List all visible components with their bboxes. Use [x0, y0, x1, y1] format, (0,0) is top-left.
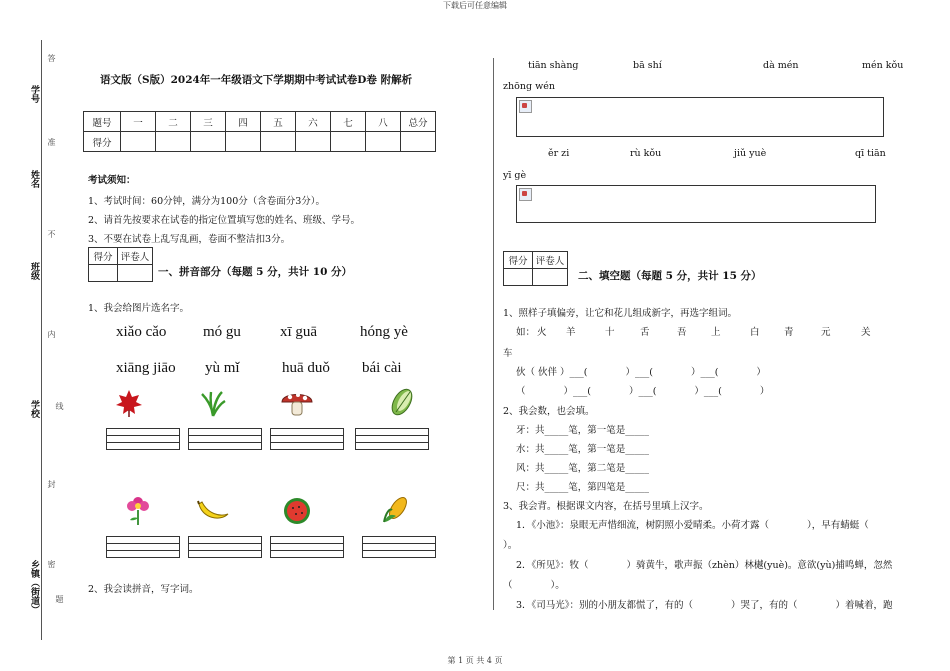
header-note: 下载后可任意编辑	[443, 1, 507, 10]
column-divider	[493, 58, 494, 610]
question-1: 1、我会给图片选名字。	[88, 303, 190, 314]
score-cell[interactable]	[331, 132, 366, 152]
score-cell[interactable]	[261, 132, 296, 152]
grader-box-blank	[88, 265, 153, 282]
pinyin-word: qī tiān	[855, 148, 886, 159]
radical-char: 车	[503, 348, 513, 359]
answer-box[interactable]	[516, 185, 876, 223]
radical-char: 吾	[677, 327, 687, 338]
notice-heading: 考试须知：	[88, 175, 136, 186]
answer-lines[interactable]	[188, 536, 262, 558]
pinyin-option: xī guā	[280, 324, 318, 340]
radical-char: 火	[537, 327, 547, 338]
answer-lines[interactable]	[106, 536, 180, 558]
class-label: 班级	[29, 262, 39, 280]
mushroom-icon	[280, 386, 314, 418]
broken-image-icon	[519, 188, 532, 201]
stroke-fill-line[interactable]: 风：共_____笔，第二笔是_____	[516, 463, 650, 474]
stroke-fill-line[interactable]: 尺：共_____笔，第四笔是_____	[516, 482, 650, 493]
township-label: 乡镇（街道）	[29, 560, 39, 614]
score-cell[interactable]	[226, 132, 261, 152]
name-label: 姓名	[29, 170, 39, 188]
radical-char: 羊	[566, 327, 576, 338]
radical-char: 上	[711, 327, 721, 338]
margin-char: 线	[55, 402, 64, 410]
score-table-header: 七	[331, 112, 366, 132]
binding-line	[41, 40, 42, 640]
margin-char: 内	[47, 330, 56, 338]
example-prefix: 如：	[516, 327, 536, 338]
grader-score-cell[interactable]	[503, 269, 533, 286]
section1-heading: 一、拼音部分（每题 5 分，共计 10 分）	[158, 266, 353, 278]
notice-item: 2、请首先按要求在试卷的指定位置填写您的姓名、班级、学号。	[88, 215, 361, 226]
broken-image-icon	[519, 100, 532, 113]
grader-score-label: 得分	[88, 247, 118, 265]
radical-char: 元	[821, 327, 831, 338]
grass-icon	[198, 388, 228, 418]
grader-name-cell[interactable]	[533, 269, 568, 286]
score-cell[interactable]	[121, 132, 156, 152]
radical-char: 舌	[640, 327, 650, 338]
score-table-header: 三	[191, 112, 226, 132]
pinyin-word: ěr zi	[548, 148, 570, 159]
answer-lines[interactable]	[188, 428, 262, 450]
score-table-header: 二	[156, 112, 191, 132]
poem-fill-line[interactable]: ）。	[503, 540, 518, 551]
score-table-header: 五	[261, 112, 296, 132]
story-fill-line[interactable]: 3．《司马光》：别的小朋友都慌了，有的（ ）哭了，有的（ ）着喊着，跑	[516, 600, 893, 611]
section2-heading: 二、填空题（每题 5 分，共计 15 分）	[578, 270, 762, 282]
question-1: 1、照样子填偏旁，让它和花儿组成新字，再选字组词。	[503, 308, 738, 319]
flower-icon	[124, 494, 152, 526]
school-label: 学校	[29, 400, 39, 418]
stroke-fill-line[interactable]: 水：共_____笔，第一笔是_____	[516, 444, 650, 455]
grader-name-cell[interactable]	[118, 265, 153, 282]
fill-line[interactable]: （ ）___( ）___( ）___( ）	[516, 386, 770, 397]
score-table	[83, 111, 436, 152]
margin-char: 封	[47, 480, 56, 488]
notice-item: 3、不要在试卷上乱写乱画，卷面不整洁扣3分。	[88, 234, 291, 245]
score-cell[interactable]	[156, 132, 191, 152]
score-table-header: 总分	[401, 112, 436, 132]
grader-box-blank	[503, 269, 568, 286]
question-2: 2、我会读拼音，写字词。	[88, 584, 199, 595]
answer-lines[interactable]	[355, 428, 429, 450]
score-cell[interactable]	[401, 132, 436, 152]
grader-name-label: 评卷人	[118, 247, 153, 265]
fill-line[interactable]: 伙（ 伙伴 ）___( ）___( ）___( ）	[516, 367, 766, 378]
score-table-header: 六	[296, 112, 331, 132]
grader-box	[88, 247, 153, 265]
pinyin-word: tiān shàng	[528, 60, 579, 71]
pinyin-option: yù mǐ	[205, 360, 240, 376]
score-table-header: 八	[366, 112, 401, 132]
grader-name-label: 评卷人	[533, 251, 568, 269]
maple-leaf-icon	[114, 388, 144, 418]
score-table-header: 一	[121, 112, 156, 132]
margin-char: 密	[47, 560, 56, 568]
margin-char: 答	[47, 54, 56, 62]
page-title: 语文版（S版）2024年一年级语文下学期期中考试试卷D卷 附解析	[100, 74, 413, 86]
pinyin-word: yī gè	[503, 170, 527, 181]
score-table-header: 题号	[84, 112, 121, 132]
pinyin-word: rù kǒu	[630, 148, 662, 159]
margin-char: 题	[55, 595, 64, 603]
pinyin-option: huā duǒ	[282, 360, 330, 376]
poem-fill-line[interactable]: 2．《所见》：牧（ ）骑黄牛，歌声振（zhèn）林樾(yuè)。意欲(yù)捕鸣蝉，忽然	[516, 560, 893, 571]
pinyin-word: jiǔ yuè	[734, 148, 767, 159]
pinyin-word: dà mén	[763, 60, 799, 71]
radical-char: 十	[605, 327, 615, 338]
watermelon-icon	[282, 496, 312, 526]
notice-item: 1、考试时间：60分钟，满分为100分（含卷面分3分）。	[88, 196, 326, 207]
binding-margin	[8, 40, 68, 650]
answer-lines[interactable]	[270, 536, 344, 558]
grader-score-cell[interactable]	[88, 265, 118, 282]
answer-lines[interactable]	[270, 428, 344, 450]
question-3: 3、我会背。根据课文内容，在括号里填上汉字。	[503, 501, 709, 512]
answer-lines[interactable]	[106, 428, 180, 450]
score-table-header: 四	[226, 112, 261, 132]
score-cell[interactable]	[366, 132, 401, 152]
pinyin-word: bā shí	[633, 60, 662, 71]
score-cell[interactable]	[296, 132, 331, 152]
cabbage-icon	[386, 386, 418, 418]
pinyin-option: hóng yè	[360, 324, 408, 340]
pinyin-option: bái cài	[362, 360, 402, 376]
margin-char: 准	[47, 138, 56, 146]
pinyin-word: zhōng wén	[503, 81, 555, 92]
page-footer: 第 1 页 共 4 页	[447, 656, 503, 665]
student-id-label: 学号	[29, 85, 39, 103]
grader-score-label: 得分	[503, 251, 533, 269]
grader-box	[503, 251, 568, 269]
answer-box[interactable]	[516, 97, 884, 137]
poem-fill-line[interactable]: 1．《小池》：泉眼无声惜细流，树阴照小爱晴柔。小荷才露（ ），早有蜻蜓（	[516, 520, 869, 531]
stroke-fill-line[interactable]: 牙：共_____笔，第一笔是_____	[516, 425, 650, 436]
score-cell[interactable]	[191, 132, 226, 152]
pinyin-word: mén kǒu	[862, 60, 904, 71]
pinyin-option: mó gu	[203, 324, 241, 340]
score-row-label: 得分	[84, 132, 121, 152]
radical-char: 白	[750, 327, 760, 338]
pinyin-option: xiǎo cǎo	[116, 324, 167, 340]
radical-char: 关	[861, 327, 871, 338]
pinyin-option: xiāng jiāo	[116, 360, 176, 376]
banana-icon	[196, 498, 230, 524]
question-2: 2、我会数，也会填。	[503, 406, 595, 417]
corn-icon	[380, 494, 412, 526]
margin-char: 不	[47, 230, 56, 238]
poem-fill-line[interactable]: （ ）。	[503, 580, 565, 591]
answer-lines[interactable]	[362, 536, 436, 558]
radical-char: 青	[784, 327, 794, 338]
